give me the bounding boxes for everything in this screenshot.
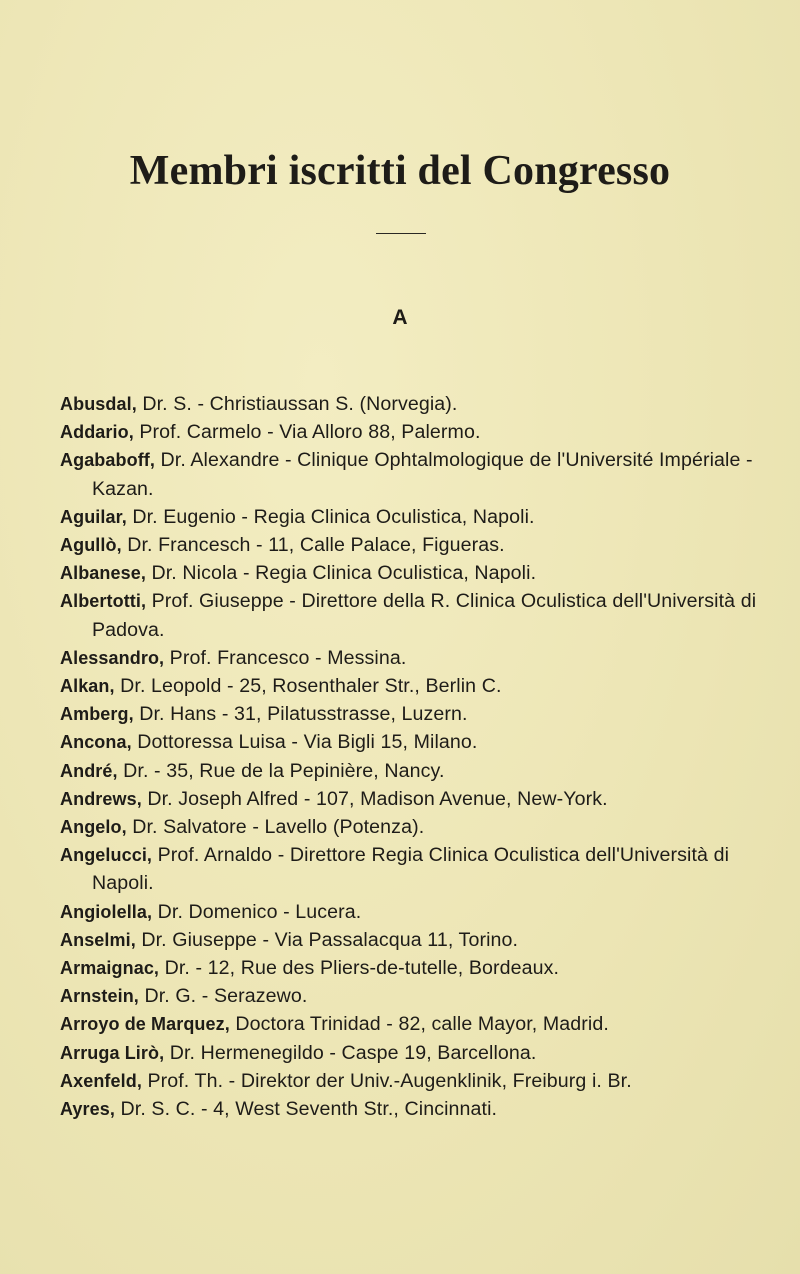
member-entry bbox=[60, 757, 770, 785]
member-surname: Abusdal, bbox=[60, 394, 137, 414]
member-surname: Anselmi, bbox=[60, 929, 136, 950]
member-entry bbox=[60, 813, 770, 841]
member-details: Dottoressa Luisa - Via Bigli 15, Milano. bbox=[131, 731, 478, 754]
member-details: Dr. Hans - 31, Pilatusstrasse, Luzern. bbox=[133, 703, 468, 726]
member-surname: Ancona, bbox=[60, 732, 132, 753]
member-details: Prof. Giuseppe - Direttore della R. Clinica Oculistica dell'Università di Padova. bbox=[92, 590, 757, 641]
member-entry bbox=[60, 418, 770, 446]
title-divider bbox=[376, 233, 426, 234]
member-details: Dr. Francesch - 11, Calle Palace, Figueras. bbox=[121, 534, 505, 557]
member-entry bbox=[60, 1067, 770, 1095]
member-entry bbox=[60, 587, 770, 643]
member-surname: Arroyo de Marquez, bbox=[60, 1014, 230, 1035]
member-entry bbox=[60, 559, 770, 587]
member-entry bbox=[60, 1039, 770, 1067]
member-surname: Amberg, bbox=[60, 704, 134, 725]
member-entry bbox=[60, 841, 770, 897]
member-surname: Aguilar, bbox=[60, 506, 127, 527]
member-surname: Albanese, bbox=[60, 563, 146, 584]
member-entry bbox=[60, 1010, 770, 1038]
member-details: Dr. Joseph Alfred - 107, Madison Avenue, New-York. bbox=[141, 787, 608, 810]
member-surname: Addario, bbox=[60, 422, 134, 443]
member-surname: Alkan, bbox=[60, 676, 115, 697]
member-details: Dr. Giuseppe - Via Passalacqua 11, Torino. bbox=[135, 928, 519, 951]
member-entry bbox=[60, 672, 770, 700]
member-details: Prof. Carmelo - Via Alloro 88, Palermo. bbox=[133, 421, 481, 444]
member-surname: Angelo, bbox=[60, 817, 127, 838]
page-title: Membri iscritti del Congresso bbox=[129, 148, 671, 194]
member-details: Dr. - 12, Rue des Pliers-de-tutelle, Bordeaux. bbox=[159, 957, 560, 980]
member-details: Dr. Nicola - Regia Clinica Oculistica, Napoli. bbox=[145, 562, 537, 585]
member-entry bbox=[60, 446, 770, 502]
member-details: Dr. Domenico - Lucera. bbox=[152, 900, 362, 923]
member-details: Dr. Salvatore - Lavello (Potenza). bbox=[126, 816, 425, 839]
member-details: Dr. Alexandre - Clinique Ophtalmologique de l'Université Impériale - Kazan. bbox=[92, 449, 753, 500]
member-details: Dr. S. - Christiaussan S. (Norvegia). bbox=[136, 393, 458, 415]
section-letter: A bbox=[392, 306, 408, 329]
member-details: Dr. Eugenio - Regia Clinica Oculistica, Napoli. bbox=[126, 505, 535, 528]
member-surname: Axenfeld, bbox=[60, 1070, 142, 1091]
member-details: Prof. Francesco - Messina. bbox=[164, 646, 407, 669]
member-details: Dr. G. - Serazewo. bbox=[138, 985, 308, 1008]
member-details: Dr. Hermenegildo - Caspe 19, Barcellona. bbox=[164, 1041, 537, 1064]
member-entry bbox=[60, 700, 770, 728]
member-surname: André, bbox=[60, 760, 118, 781]
member-entry bbox=[60, 926, 770, 954]
member-surname: Arruga Lirò, bbox=[60, 1042, 165, 1063]
member-surname: Angiolella, bbox=[60, 901, 153, 922]
member-surname: Alessandro, bbox=[60, 647, 165, 668]
member-surname: Andrews, bbox=[60, 788, 142, 809]
member-list bbox=[60, 390, 770, 1123]
member-entry bbox=[60, 728, 770, 756]
member-surname: Angelucci, bbox=[60, 845, 153, 866]
member-entry bbox=[60, 954, 770, 982]
member-entry bbox=[60, 503, 770, 531]
member-surname: Agullò, bbox=[60, 535, 122, 556]
member-entry bbox=[60, 531, 770, 559]
member-details: Prof. Th. - Direktor der Univ.-Augenklinik, Freiburg i. Br. bbox=[141, 1069, 632, 1092]
member-surname: Armaignac, bbox=[60, 958, 160, 979]
member-details: Dr. - 35, Rue de la Pepinière, Nancy. bbox=[117, 759, 445, 782]
member-entry bbox=[60, 898, 770, 926]
member-entry bbox=[60, 390, 770, 418]
member-entry bbox=[60, 644, 770, 672]
member-details: Dr. S. C. - 4, West Seventh Str., Cincinnati. bbox=[114, 1098, 498, 1121]
member-surname: Arnstein, bbox=[60, 986, 139, 1007]
member-details: Prof. Arnaldo - Direttore Regia Clinica Oculistica dell'Università di Napoli. bbox=[92, 844, 730, 895]
member-surname: Albertotti, bbox=[60, 591, 147, 612]
member-details: Dr. Leopold - 25, Rosenthaler Str., Berlin C. bbox=[114, 675, 502, 698]
member-surname: Agababoff, bbox=[60, 450, 155, 471]
member-details: Doctora Trinidad - 82, calle Mayor, Madrid. bbox=[229, 1013, 609, 1036]
member-entry bbox=[60, 785, 770, 813]
member-surname: Ayres, bbox=[60, 1099, 115, 1120]
member-entry bbox=[60, 982, 770, 1010]
member-entry bbox=[60, 1095, 770, 1123]
